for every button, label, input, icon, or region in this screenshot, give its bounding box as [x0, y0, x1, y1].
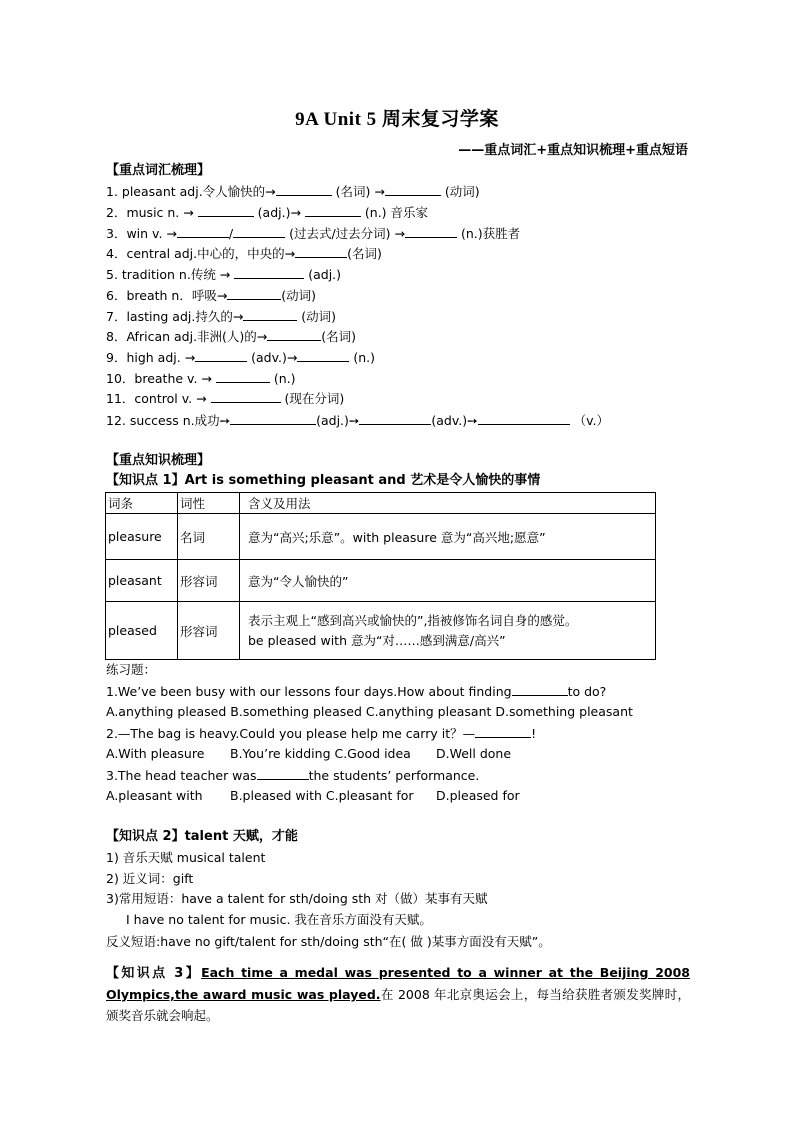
knowledge-point-1-title: 【知识点 1】Art is something pleasant and 艺术是令人愉快的事情: [106, 473, 541, 488]
page-subtitle: ——重点词汇+重点知识梳理+重点短语: [458, 143, 688, 158]
table-cell-meaning: [240, 602, 656, 660]
exercise-options: A.pleasant with B.pleased with C.pleasant for D.pleased for: [106, 788, 520, 803]
exercise-options: A.anything pleased B.something pleased C.anything pleasant D.something pleasant: [106, 704, 633, 719]
kp2-line: 反义短语:have no gift/talent for sth/doing sth“在( 做 )某事方面没有天赋”。: [106, 934, 551, 949]
vocab-item: 1. pleasant adj.令人愉快的→ (名词) → (动词): [106, 184, 480, 199]
table-header-row: [106, 493, 656, 514]
vocab-item: 9．high adj. → (adv.)→ (n.): [106, 350, 375, 365]
vocab-item: 12. success n.成功➙ (adj.)➙ (adv.)➙ （v.）: [106, 413, 609, 428]
table-header-cell: 词性: [178, 493, 240, 514]
knowledge-heading: 【重点知识梳理】: [106, 453, 211, 468]
vocab-item: 5. tradition n.传统 → (adj.): [106, 267, 342, 282]
usage-table: [105, 492, 656, 660]
vocab-item: 7．lasting adj.持久的→ (动词): [106, 309, 337, 324]
table-cell-meaning: 意为“高兴;乐意”。with pleasure 意为“高兴地;愿意”: [240, 514, 656, 560]
table-header-cell: 含义及用法: [240, 493, 656, 514]
kp2-line: 2) 近义词：gift: [106, 871, 194, 886]
vocab-item: 8．African adj.非洲(人)的→ (名词): [106, 329, 357, 344]
table-cell-pos: 形容词: [178, 602, 240, 660]
kp2-line: I have no talent for music. 我在音乐方面没有天赋。: [126, 912, 432, 927]
knowledge-point-3: [106, 962, 690, 1026]
knowledge-point-2-title: 【知识点 2】talent 天赋，才能: [106, 829, 298, 844]
exercise-question: 3.The head teacher was the students’ performance.: [106, 768, 480, 783]
table-cell-pos: 名词: [178, 514, 240, 560]
table-row: [106, 560, 656, 602]
kp2-line: 3)常用短语：have a talent for sth/doing sth 对（做）某事有天赋: [106, 891, 488, 906]
table-header-cell: 词条: [106, 493, 178, 514]
table-cell-word: pleasant: [106, 560, 178, 602]
meaning-line: be pleased with 意为“对……感到满意/高兴”: [248, 632, 506, 648]
kp3-translation: 在 2008 年北京奥运会上，每当给获胜者颁发奖牌时，颁奖音乐就会响起。: [106, 987, 690, 1023]
vocab-item: 4．central adj.中心的，中央的→ (名词): [106, 246, 382, 261]
table-cell-pos: 形容词: [178, 560, 240, 602]
meaning-line: 表示主观上“感到高兴或愉快的”,指被修饰名词自身的感觉。: [248, 612, 578, 628]
page-title: 9A Unit 5 周末复习学案: [295, 109, 499, 130]
kp2-line: 1) 音乐天赋 musical talent: [106, 850, 266, 865]
kp3-label: 【知识点 3】: [106, 966, 202, 981]
vocab-item: 10．breathe v. → (n.): [106, 371, 296, 386]
table-row: [106, 514, 656, 560]
vocab-item: 6．breath n．呼吸→ (动词): [106, 288, 317, 303]
table-row: [106, 602, 656, 660]
exercise-options: A.With pleasure B.You’re kidding C.Good idea D.Well done: [106, 746, 512, 761]
kp3-sentence: Each time a medal was presented to a winner at the Beijing 2008 Olympics,the award music was played.: [106, 965, 690, 1002]
table-cell-meaning: 意为“令人愉快的”: [240, 560, 656, 602]
vocab-item: 2．music n. → (adj.)→ (n.) 音乐家: [106, 205, 429, 220]
exercise-question: 2.—The bag is heavy.Could you please help me carry it？— !: [106, 726, 537, 741]
vocab-item: 11．control v. → (现在分词): [106, 391, 345, 406]
vocab-heading: 【重点词汇梳理】: [106, 163, 211, 178]
table-cell-word: pleased: [106, 602, 178, 660]
vocab-item: 3．win v. → / (过去式/过去分词) → (n.)获胜者: [106, 226, 521, 241]
exercise-label: 练习题：: [106, 662, 157, 677]
table-cell-word: pleasure: [106, 514, 178, 560]
exercise-question: 1.We’ve been busy with our lessons four days.How about finding to do?: [106, 684, 607, 699]
